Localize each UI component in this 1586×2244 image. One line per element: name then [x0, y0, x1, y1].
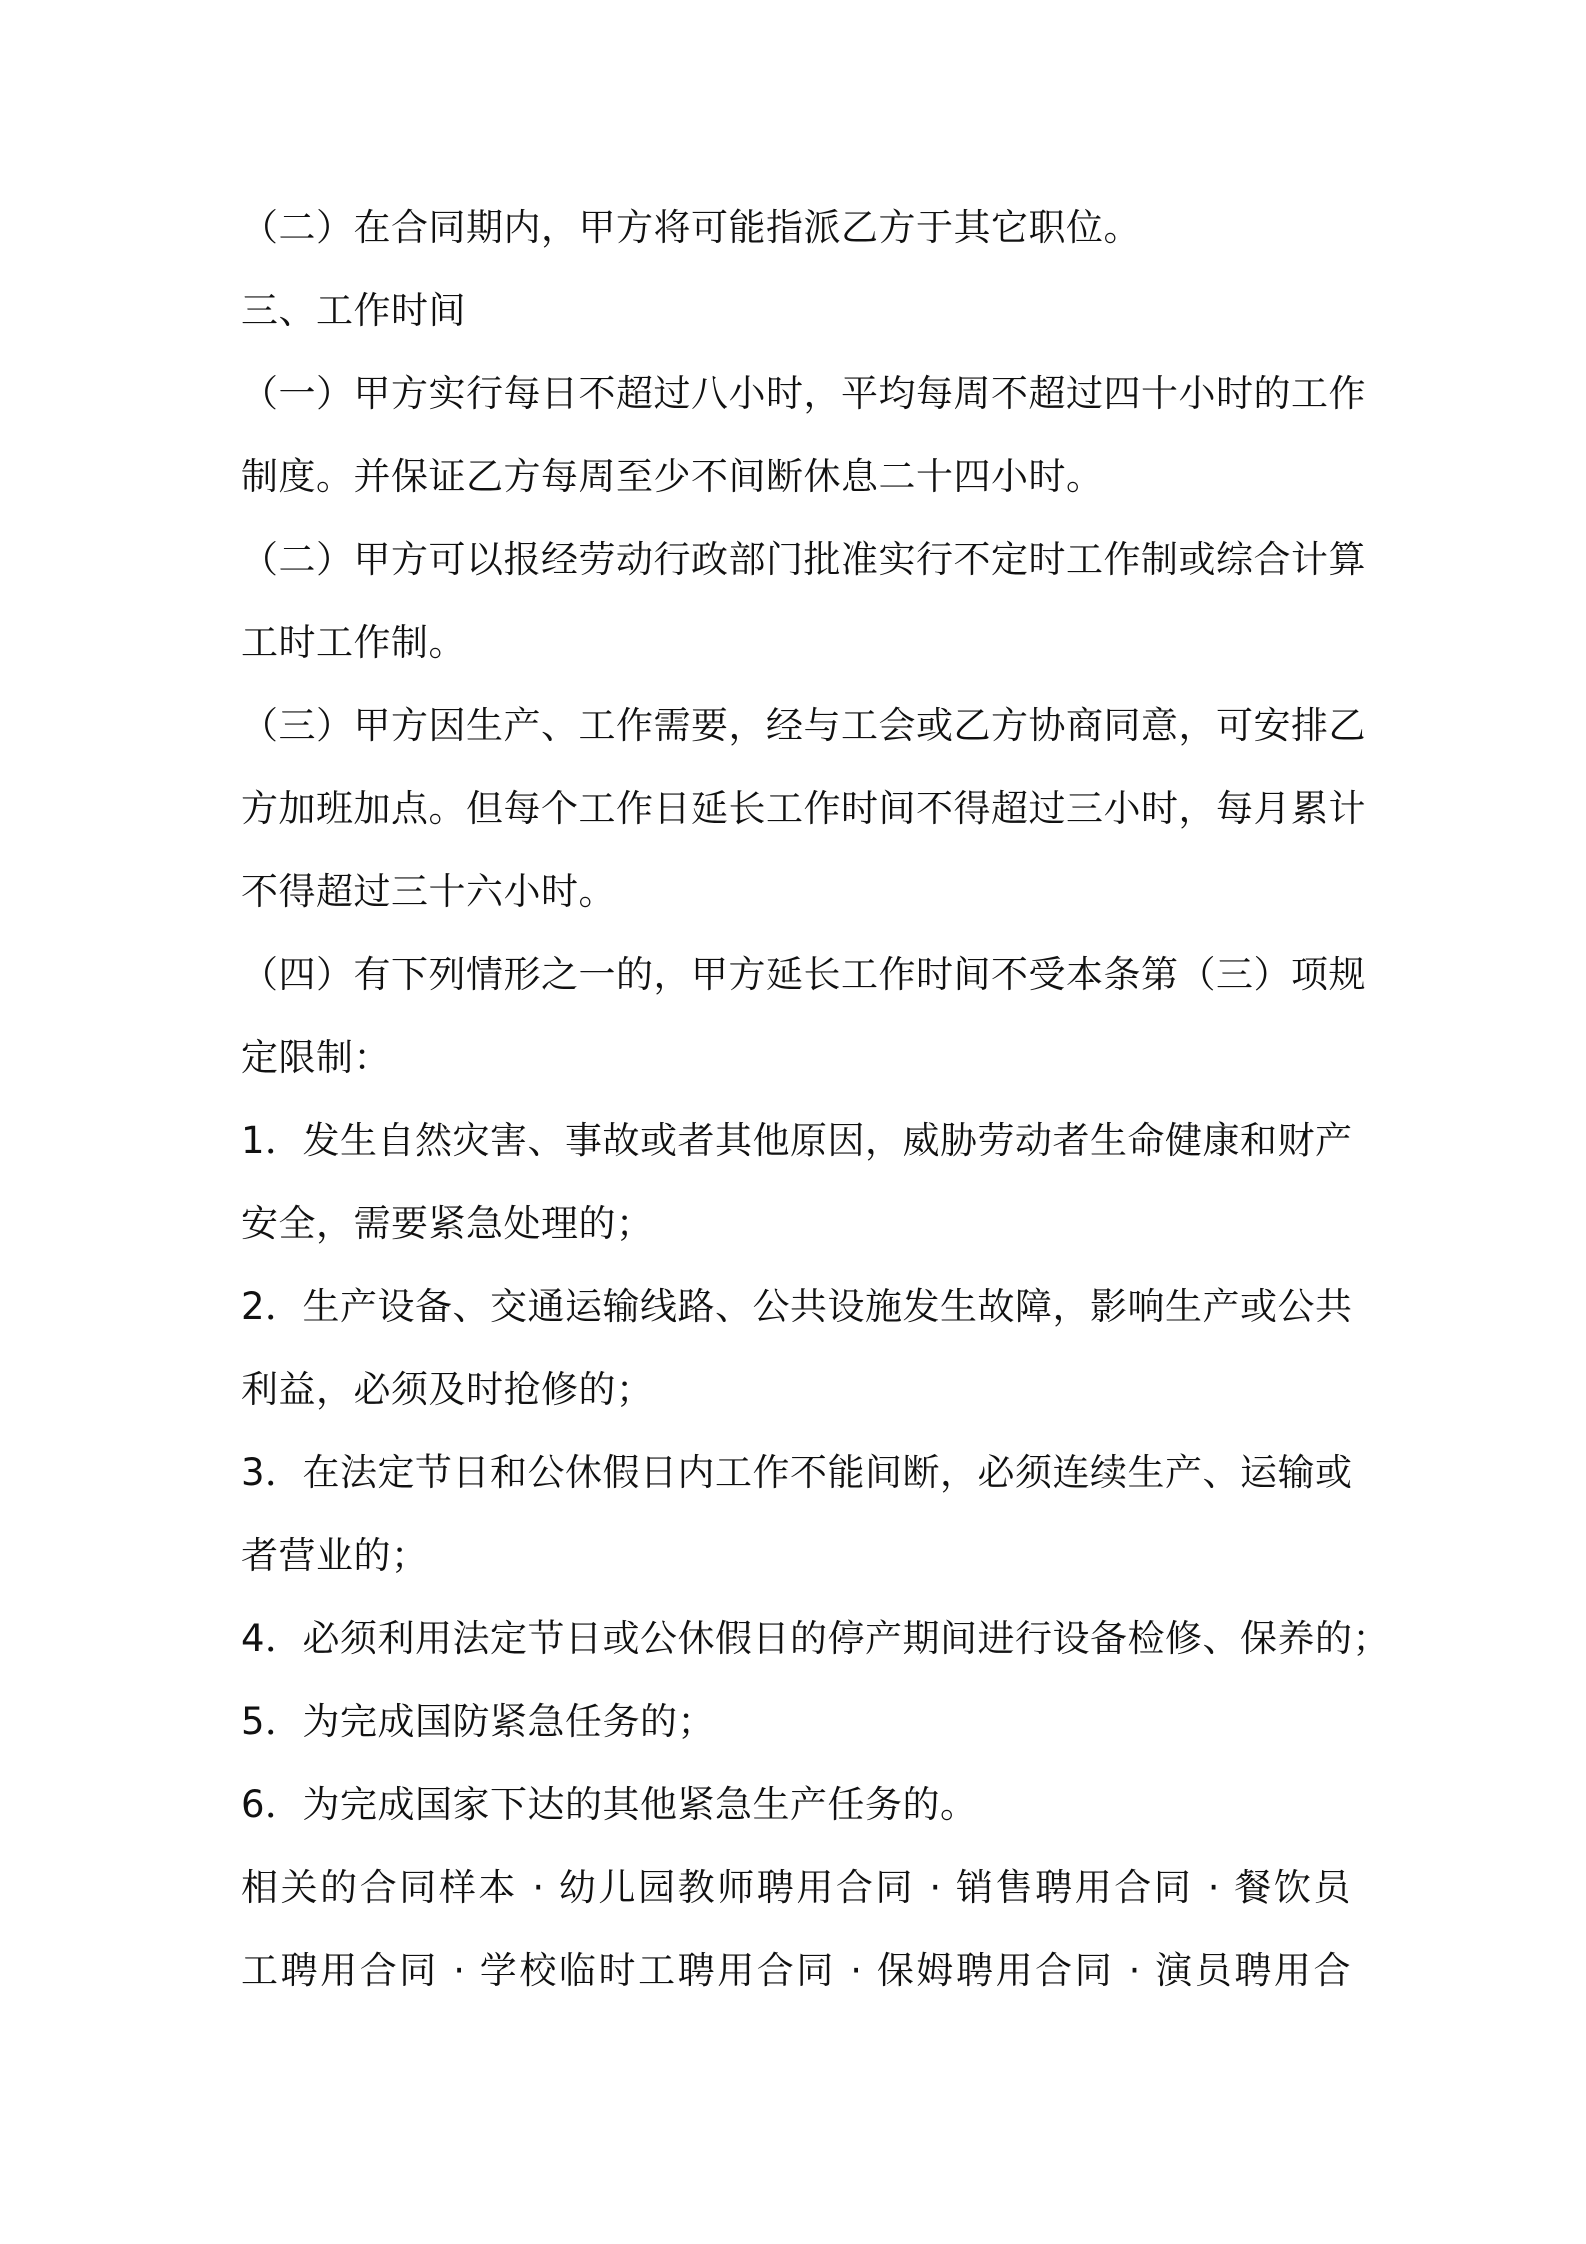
list-item-line: 利益，必须及时抢修的；	[241, 1368, 654, 1411]
paragraph-line: 定限制：	[241, 1036, 391, 1079]
paragraph-line: （二）在合同期内，甲方将可能指派乙方于其它职位。	[241, 206, 1141, 249]
paragraph-line: 工时工作制。	[241, 621, 466, 664]
list-item-line: 1．发生自然灾害、事故或者其他原因，威胁劳动者生命健康和财产	[241, 1119, 1353, 1162]
paragraph-line: （二）甲方可以报经劳动行政部门批准实行不定时工作制或综合计算	[241, 538, 1366, 581]
paragraph-line: （四）有下列情形之一的，甲方延长工作时间不受本条第（三）项规	[241, 953, 1366, 996]
list-item-line: 2．生产设备、交通运输线路、公共设施发生故障，影响生产或公共	[241, 1285, 1353, 1328]
paragraph-line: 不得超过三十六小时。	[241, 870, 616, 913]
paragraph-line: 制度。并保证乙方每周至少不间断休息二十四小时。	[241, 455, 1104, 498]
list-item-line: 5．为完成国防紧急任务的；	[241, 1700, 716, 1743]
paragraph-line: （三）甲方因生产、工作需要，经与工会或乙方协商同意，可安排乙	[241, 704, 1366, 747]
section-heading: 三、工作时间	[241, 289, 466, 332]
paragraph-line: （一）甲方实行每日不超过八小时，平均每周不超过四十小时的工作	[241, 372, 1366, 415]
list-item-line: 3．在法定节日和公休假日内工作不能间断，必须连续生产、运输或	[241, 1451, 1353, 1494]
related-samples-line: 工聘用合同 · 学校临时工聘用合同 · 保姆聘用合同 · 演员聘用合	[241, 1949, 1351, 1992]
document-body	[241, 200, 1391, 2026]
list-item-line: 6．为完成国家下达的其他紧急生产任务的。	[241, 1783, 978, 1826]
list-item-line: 4．必须利用法定节日或公休假日的停产期间进行设备检修、保养的；	[241, 1617, 1391, 1660]
related-samples-line: 相关的合同样本 · 幼儿园教师聘用合同 · 销售聘用合同 · 餐饮员	[241, 1866, 1351, 1909]
paragraph-line: 方加班加点。但每个工作日延长工作时间不得超过三小时，每月累计	[241, 787, 1366, 830]
list-item-line: 者营业的；	[241, 1534, 429, 1577]
list-item-line: 安全，需要紧急处理的；	[241, 1202, 654, 1245]
